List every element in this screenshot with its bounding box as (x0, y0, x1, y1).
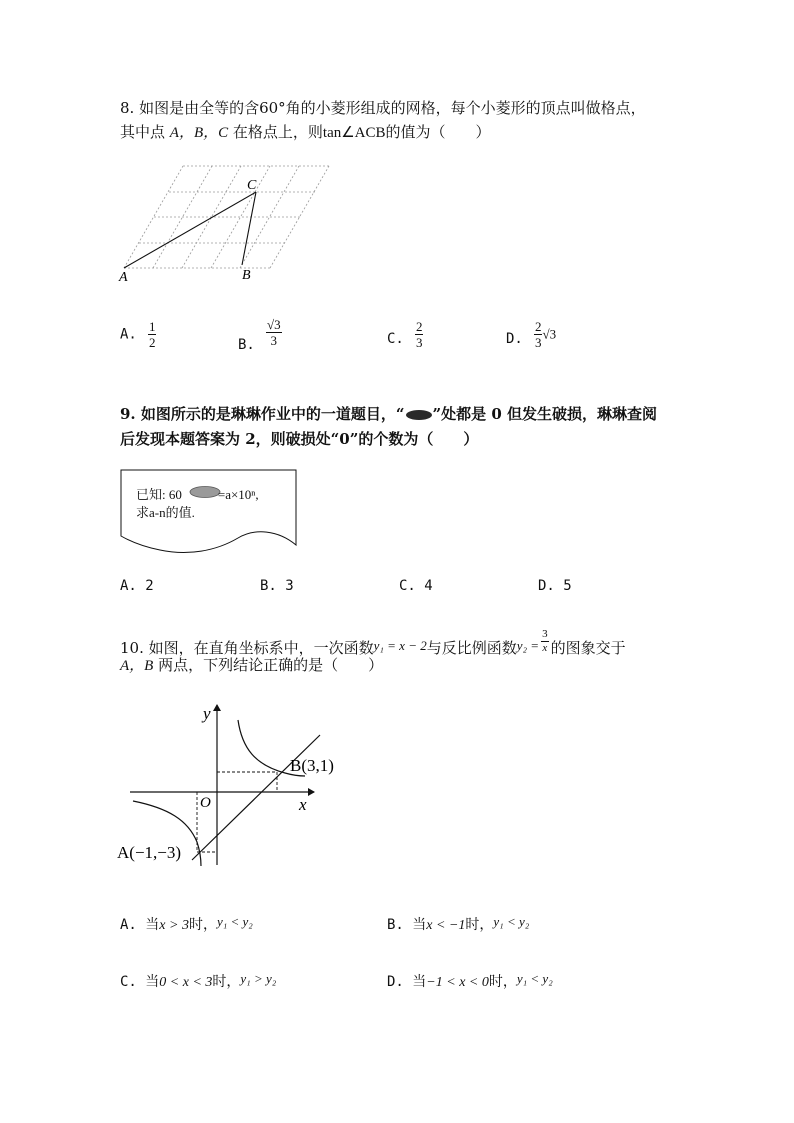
q8-line-2 (120, 123, 491, 143)
q8-option-d-denominator: 3 (534, 335, 542, 350)
q9-option-a[interactable]: A. 2 (120, 578, 154, 594)
q10-option-a[interactable] (120, 914, 253, 934)
q10-text-line1-pre: 10. 如图，在直角坐标系中，一次函数 (120, 639, 374, 657)
q9-line-1 (120, 405, 657, 424)
q10-option-d-result: y₁ < y₂ (516, 971, 553, 986)
q9-card-line-2 (136, 502, 195, 521)
q10-guide-lines (197, 772, 277, 852)
q8-option-b-denominator: 3 (270, 333, 278, 348)
q8-option-c[interactable] (387, 320, 423, 349)
q8-rhombus-grid-figure (110, 160, 410, 290)
q8-option-b-fraction (266, 318, 282, 347)
q8-label-a: A (119, 270, 128, 285)
q8-option-a[interactable] (120, 320, 156, 349)
q10-point-a-label: A(−1,−3) (117, 843, 182, 862)
q8-option-c-numerator: 2 (415, 319, 423, 334)
q8-triangle (124, 192, 256, 268)
q8-option-a-label: A. (120, 326, 137, 343)
q9-line-2 (120, 430, 478, 449)
q9-card-text-pre: 已知: 60 (136, 487, 182, 502)
q10-option-c-mid: 时， (212, 974, 241, 990)
q9-card-text-line2: 求a-n的值. (136, 505, 195, 520)
q8-option-b[interactable] (238, 318, 282, 353)
q10-option-d-mid: 时， (488, 974, 517, 990)
q10-option-d[interactable] (387, 971, 553, 991)
q8-label-b: B (242, 268, 251, 283)
q8-label-c: C (247, 178, 257, 193)
q9-text-line1-pre: 9. 如图所示的是琳琳作业中的一道题目，“ (120, 405, 405, 423)
q10-option-b-prefix: B. 当 (387, 917, 427, 933)
q8-points: A，B，C (169, 125, 229, 141)
q8-option-c-denominator: 3 (415, 335, 423, 350)
q9-smudge-icon (406, 410, 432, 420)
q9-option-c[interactable]: C. 4 (399, 578, 433, 594)
q8-text-mid: 在格点上，则 (228, 123, 323, 141)
q8-option-c-label: C. (387, 331, 404, 347)
q8-option-b-label: B. (238, 337, 255, 353)
q8-tan-expr: tan∠ACB (322, 125, 386, 141)
q9-option-d[interactable]: D. 5 (538, 578, 572, 594)
q10-x-label: x (299, 795, 307, 814)
q10-points: A，B (120, 658, 154, 674)
q10-function-2-denominator: x (542, 642, 548, 654)
q10-text-line1-post: 的图象交于 (550, 639, 626, 657)
q10-option-b[interactable] (387, 914, 529, 934)
q10-option-c-result: y₁ > y₂ (240, 971, 277, 986)
q8-text-line1: 8. 如图是由全等的含60°角的小菱形组成的网格，每个小菱形的顶点叫做格点， (120, 99, 646, 117)
q9-text-line1-post: ”处都是 0 但发生破损，琳琳查阅 (432, 405, 658, 423)
q10-function-2-lhs: y₂ = (516, 638, 540, 653)
q8-text-prefix: 其中点 (120, 123, 170, 141)
q10-option-c-prefix: C. 当 (120, 974, 160, 990)
q10-point-b-label: B(3,1) (290, 756, 334, 775)
q10-function-2-numerator: 3 (542, 628, 548, 640)
q10-text-line1-mid: 与反比例函数 (426, 639, 517, 657)
q9-option-b[interactable]: B. 3 (260, 578, 294, 594)
q9-text-line2: 后发现本题答案为 2，则破损处“0”的个数为（ ） (120, 430, 479, 448)
q10-function-2-fraction (541, 629, 549, 654)
q10-option-b-mid: 时， (465, 917, 494, 933)
q8-text-suffix: 的值为（ ） (385, 123, 491, 141)
q10-line-1 (120, 629, 626, 658)
q10-text-line2-post: 两点，下列结论正确的是（ ） (153, 656, 384, 674)
q10-function-1: y₁ = x − 2 (373, 638, 427, 653)
q10-option-c-condition: 0 < x < 3 (159, 975, 213, 990)
q8-option-d[interactable] (506, 320, 556, 349)
q10-option-a-prefix: A. 当 (120, 917, 160, 933)
q10-y-label: y (203, 704, 211, 723)
q10-line-2 (120, 656, 383, 676)
q10-coordinate-figure (110, 695, 360, 875)
q10-option-a-condition: x > 3 (159, 918, 189, 933)
q8-option-b-numerator: √3 (266, 317, 281, 332)
q8-line-1 (120, 99, 646, 118)
q10-option-c[interactable] (120, 971, 276, 991)
q10-option-b-result: y₁ < y₂ (493, 914, 530, 929)
q8-option-a-fraction (148, 320, 157, 349)
q8-option-a-denominator: 2 (148, 335, 156, 350)
q10-option-b-condition: x < −1 (426, 918, 466, 933)
q8-option-d-numerator: 2 (534, 319, 542, 334)
q10-option-d-condition: −1 < x < 0 (426, 975, 489, 990)
q10-option-d-prefix: D. 当 (387, 974, 427, 990)
q9-card-text-post: =a×10ⁿ, (217, 487, 259, 502)
q8-option-c-fraction (415, 320, 424, 349)
q10-option-a-result: y₁ < y₂ (216, 914, 253, 929)
q8-option-a-numerator: 1 (148, 319, 156, 334)
q9-card-line-1 (136, 484, 259, 503)
q10-origin-label: O (200, 795, 211, 811)
q8-grid-lines (124, 166, 329, 268)
q8-option-d-label: D. (506, 331, 523, 347)
q8-option-d-root: √3 (542, 326, 557, 342)
q10-option-a-mid: 时， (188, 917, 217, 933)
